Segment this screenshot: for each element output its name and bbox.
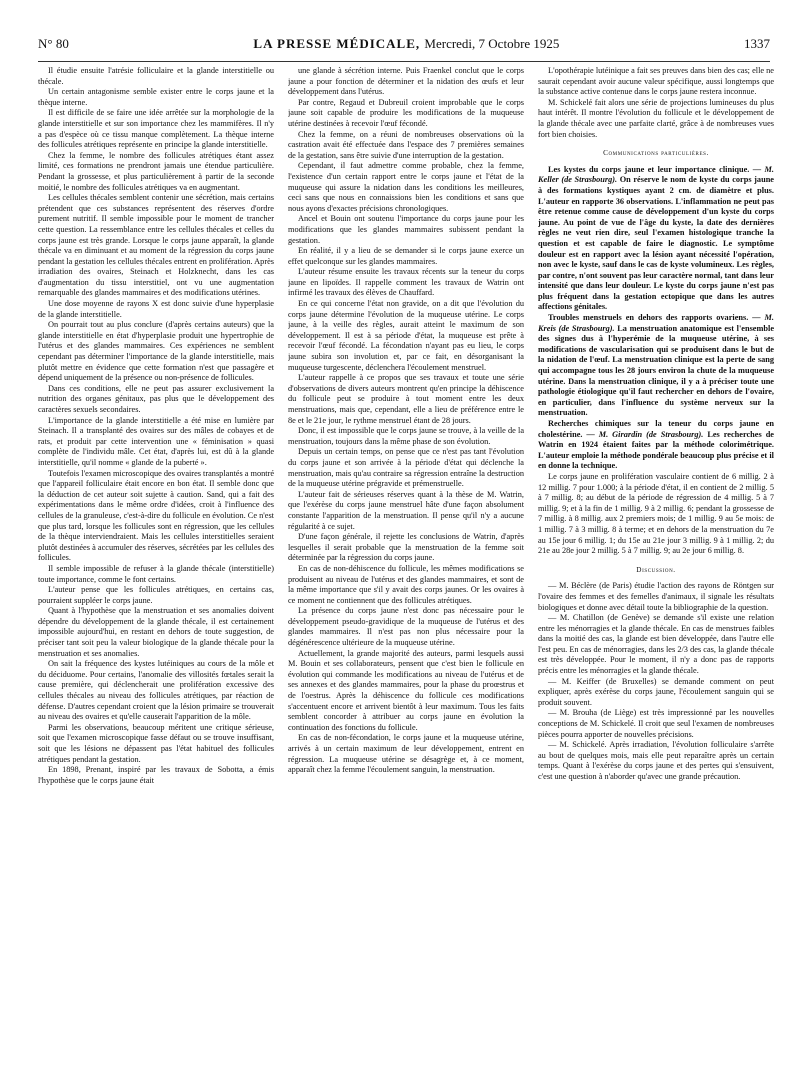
article-girardin-results: Le corps jaune en prolifération vasculaire contient de 6 millig. 2 à 12 millig. 7 pour 1.000; à la période d'état, il en contient de 2 millig. 5 à 7 millig. 8; au début de la période de régression de 4 millig. 5 à 7 millig. 9; et à la fin de 1 millig. 9 à 2 millig. 6; pendant la grossesse de 7 millig. à 8 millig. aux 2 premiers mois; de 1 millig. 9 au 5e mois: de 1 millig. 7 à 3 millig. 8 à terme; et en dehors de la menstruation du 7e au 15e jour 6 millig. 1; du 15e au 21e jour 3 millig. 9 à 1 millig. 2; du 21e au 28e jour 2 millig. 5 à 7 millig. 9; au 2e jour 6 millig. 8. [538,471,774,556]
article-keller [538,165,774,313]
paragraph: La présence du corps jaune n'est donc pas nécessaire pour le développement pseudo-gravidique de la muqueuse de l'utérus et des glandes mammaires. Il n'est pas non plus nécessaire pour la dégénérescence ultérieure de la muqueuse utérine. [288,606,524,648]
article-body: Les recherches de Watrin en 1924 étaient faites par la méthode colorimétrique. L'auteur emploie la méthode pondérale beaucoup plus précise et il en donne la technique. [538,429,774,471]
journal-title [253,36,559,52]
article-author: — M. Kreis (de Strasbourg). [538,313,774,333]
paragraph: En cas de non-déhiscence du follicule, les mêmes modifications se produisent au niveau de l'utérus et des glandes mammaires, et sont de la même importance que s'il y avait des corps jaunes. Or les ovaires à ce moment ne contiennent que des follicules atrétiques. [288,563,524,605]
paragraph: M. Schickelé fait alors une série de projections lumineuses du plus haut intérêt. Il montre l'évolution du follicule et le développement de la glande thécale avec une parfaite clarté, grâce à de nombreuses vues fort bien choisies. [538,97,774,139]
page-header [38,36,770,62]
issue-number: N° 80 [38,36,69,51]
paragraph: Actuellement, la grande majorité des auteurs, parmi lesquels aussi M. Bouin et ses collaborateurs, pensent que c'est bien le follicule en évolution qui commande les modifications au niveau de l'utérus et de ses annexes et des glandes mammaires, pour la phase du proœstrus et de l'oestrus. Après la déhiscence du follicule ces modifications s'accentuent encore et arrivent bientôt à leur maximum. Tous les faits semblent concorder à attribuer au corps jaune en évolution la continuation des fonctions du follicule. [288,648,524,732]
paragraph: L'auteur rappelle à ce propos que ses travaux et toute une série d'observations de divers auteurs montrent qu'en principe la déhiscence du follicule peut se produire à tout moment entre les deux menstruations, mais que, cependant, elle a lieu de préférence entre le 8e et le 21e jour, le rythme menstruel étant de 28 jours. [288,373,524,425]
column-1 [38,66,274,1072]
paragraph: En réalité, il y a lieu de se demander si le corps jaune exerce un effet quelconque sur les glandes mammaires. [288,246,524,266]
section-title-communications: Communications particulières. [603,149,709,158]
paragraph: Toutefois l'examen microscopique des ovaires transplantés a montré que l'appareil folliculaire était encore en bon état. Il semble donc que la déduction de cet auteur soit sujette à caution. Sand, qui a fait des expérimentations dans le même ordre d'idées, croit à l'influence des cellules de la granuleuse, c'est-à-dire du follicule en évolution. Ce n'est que plus tard, lorsque les follicules sont en régression, que les cellules de la thèque interviendraient. Mais les cellules interstitielles seraient plutôt destinées à accumuler des réserves, sécrétées par les cellules des follicules. [38,468,274,563]
paragraph: — M. Schickelé. Après irradiation, l'évolution folliculaire s'arrête au bout de quelques mois, mais elle peut reparaître après un certain temps. Quant à l'exérèse du corps jaune et des pertes qui s'ensuivent, c'est une question à n'aborder qu'avec une grande précaution. [538,740,774,781]
column-3-intro [538,66,774,140]
page-number: 1337 [744,36,770,51]
article-columns [38,66,774,1072]
column-2 [288,66,524,1072]
article-girardin [538,419,774,472]
paragraph: Chez la femme, le nombre des follicules atrétiques étant assez limité, ces formations ne prendront jamais une étendue particulière. Pendant la grossesse, et plus particulièrement à partir de la seconde moitié, le nombre des follicules atrétiques va en augmentant. [38,150,274,192]
paragraph: Il est difficile de se faire une idée arrêtée sur la morphologie de la glande interstitielle et sur son importance chez les mammifères. Il n'y a pas d'espèce où ce tissu manque complètement. La thèque interne des follicules atrétiques représente en principe la glande interstitielle. [38,108,274,150]
paragraph: L'importance de la glande interstitielle a été mise en lumière par Steinach. Il a transplanté des ovaires sur des mâles de cobayes et de rats, et produit par cette intervention une « féminisation » quasi complète de l'individu mâle. Cet état, d'après lui, est dû à la glande interstitielle, qu'il nomme « glande de la puberté ». [38,415,274,467]
article-kreis [538,313,774,419]
paragraph: Une dose moyenne de rayons X est donc suivie d'une hyperplasie de la glande interstitielle. [38,299,274,319]
paragraph: L'auteur fait de sérieuses réserves quant à la thèse de M. Watrin, que l'exérèse du corps jaune menstruel hâte d'une façon absolument constante l'apparition de la menstruation. Il pense qu'il n'y a aucune régularité à ce sujet. [288,489,524,531]
paragraph: — M. Keiffer (de Bruxelles) se demande comment on peut expliquer, après exérèse du corps jaune, l'écoulement sanguin qui se produit souvent. [538,676,774,707]
paragraph: En 1898, Prenant, inspiré par les travaux de Sobotta, a émis l'hypothèse que le corps jaune était [38,765,274,785]
paragraph: Dans ces conditions, elle ne peut pas assurer exclusivement la nutrition des organes génitaux, pas plus que le développement des caractères sexuels secondaires. [38,383,274,414]
paragraph: L'opothérapie lutéinique a fait ses preuves dans bien des cas; elle ne saurait cependant avoir aucune valeur spécifique, aussi longtemps que la substance active contenue dans le corps jaune restera inconnue. [538,66,774,97]
article-body: On réserve le nom de kyste du corps jaune à des formations kystiques ayant 2 cm. de diamètre et plus. L'auteur en rapporte 36 observations. L'inflammation ne peut pas être retenue comme cause de développement d'un kyste du corps jaune. Au point de vue de l'âge du kyste, la date des dernières règles ne veut rien dire, seul l'examen histologique tranche la question et est capable de faire le diagnostic. Le symptôme douleur est en rapport avec la lésion ayant nécessité l'opération, non avec le kyste, sauf dans le cas de kyste volumineux. Les règles, par contre, n'ont souvent pas leur caractère normal, tant dans leur intensité que dans leur douleur. Le kyste du corps jaune n'est pas plus fréquent dans la gestation ectopique que dans les autres affections génitales. [538,175,774,312]
paragraph: L'auteur résume ensuite les travaux récents sur la teneur du corps jaune en lipoïdes. Il rappelle comment les travaux de Watrin ont infirmé les travaux des élèves de Chauffard. [288,267,524,298]
article-body: La menstruation anatomique est l'ensemble des signes dus à l'hyperémie de la muqueuse utérine, à ses modifications de vascularisation qui se produisent dans le but de la nidation de l'œuf. La menstruation clinique est la perte de sang qui accompagne tous les 28 jours environ la chute de la muqueuse utérine. Dans la menstruation clinique, il y a à préciser toute une pathologie étiologique qu'il faut rechercher en dehors de l'ovaire, en particulier, dans l'influence du système nerveux sur la menstruation. [538,323,774,418]
paragraph: une glande à sécrétion interne. Puis Fraenkel conclut que le corps jaune a pour fonction de déterminer et la nidation des œufs et leur développement dans l'utérus. [288,66,524,97]
paragraph: Cependant, il faut admettre comme probable, chez la femme, l'existence d'un certain rapport entre le corps jaune et l'état de la muqueuse qui assure la nidation dans les conditions les meilleures, ceci sans que nous en connaissions bien les conditions et sans que nous ayons d'exactes précisions chronologiques. [288,161,524,213]
column-3 [538,66,774,1072]
paragraph: En ce qui concerne l'état non gravide, on a dit que l'évolution du corps jaune détermine l'évolution de la muqueuse utérine. Le corps jaune, à la veille des règles, aurait atteint le maximum de son développement. Il est à sa période d'état, la muqueuse est prête à recevoir l'œuf fécondé. La fécondation n'ayant pas eu lieu, le corps jaune subira son involution et, par ce fait, en désorganisant la muqueuse turgescente, déclenchera l'écoulement menstruel. [288,299,524,372]
section-title-discussion: Discussion. [636,565,676,574]
paragraph: Par contre, Regaud et Dubreuil croient improbable que le corps jaune soit capable de produire les modifications de la muqueuse utérine destinées à recevoir l'œuf fécondé. [288,97,524,128]
paragraph: Quant à l'hypothèse que la menstruation et ses anomalies doivent dépendre du développement de la glande thécale, il est certainement impossible aujourd'hui, en restant en dehors de toute suggestion, de préciser tant soit peu la valeur biologique de la glande thécale pour la menstruation et ses anomalies. [38,606,274,658]
paragraph: — M. Chatillon (de Genève) se demande s'il existe une relation entre les ménorragies et la glande thécale. En cas de menstrues faibles dans la moitié des cas, la glande est bien développée, dans l'autre elle l'est peu. En cas de ménorragies, dans les 2/3 des cas, la glande thécale est très développée. Pour le moment, il n'y a donc pas de rapports précis entre les ménorragies et la glande thécale. [538,613,774,676]
paragraph: Ancel et Bouin ont soutenu l'importance du corps jaune pour les modifications que les glandes mammaires subissent pendant la gestation. [288,214,524,245]
article-author: — M. Girardin (de Strasbourg). [586,429,704,439]
article-title: Troubles menstruels en dehors des rapports ovariens. [548,313,749,323]
article-author: — M. Keller (de Strasbourg). [538,164,774,185]
article-title: Recherches chimiques sur la teneur du corps jaune en cholestérine. [538,419,774,439]
paragraph: En cas de non-fécondation, le corps jaune et la muqueuse utérine, arrivés à un certain maximum de leur développement, entrent en régression. La muqueuse utérine se désagrège et, à ce moment, apparaît chez la femme l'écoulement sanguin, la menstruation. [288,733,524,775]
paragraph: Parmi les observations, beaucoup méritent une critique sérieuse, soit que l'examen microscopique fasse défaut ou se trouve insuffisant, soit que les lésions ne dépassent pas l'état habituel des follicules atrétiques pendant la gestation. [38,722,274,764]
paragraph: On pourrait tout au plus conclure (d'après certains auteurs) que la glande interstitielle en état d'hyperplasie produit une hypertrophie de l'utérus et des glandes mammaires. Ces expériences ne semblent cependant pas déterminer l'importance de la glande interstitielle, mais plutôt mettre en évidence que cette formation n'est que passagère et dépend uniquement de la présence ou non-présence de follicules. [38,320,274,383]
journal-name: LA PRESSE MÉDICALE, [253,36,421,51]
paragraph: Donc, il est impossible que le corps jaune se trouve, à la veille de la menstruation, toujours dans la même phase de son évolution. [288,426,524,446]
paragraph: Les cellules thécales semblent contenir une sécrétion, mais certains prétendent que ces substances représentent des réserves d'ordre purement nutritif. Il semble impossible pour le moment de trancher cette question. La ressemblance entre les cellules thécales et celles du corps jaune est très grande. Lorsque le corps jaune apparaît, la glande thécale va en diminuant et au moment de la régression du corps jaune pendant la gestation les cellules thécales entrent en prolifération. Après irradiation des ovaires, Steinach et Holzknecht, dans les cas d'augmentation du tissu interstitiel, ont vu une augmentation remarquable des glandes mammaires et des modifications utérines. [38,193,274,298]
article-title: Les kystes du corps jaune et leur importance clinique. [548,164,750,174]
paragraph: Depuis un certain temps, on pense que ce n'est pas tant l'évolution du corps jaune et son arrivée à la période d'état qui déclenche la menstruation, mais qu'au contraire sa régression entraîne la destruction de la muqueuse utérine prégravide et prémenstruelle. [288,447,524,489]
paragraph: — M. Béclère (de Paris) étudie l'action des rayons de Röntgen sur l'ovaire des femmes et des femelles d'animaux, il signale les résultats biologiques et donne avec détail toute la bibliographie de la question. [538,581,774,612]
issue-date: Mercredi, 7 Octobre 1925 [424,36,560,51]
paragraph: Un certain antagonisme semble exister entre le corps jaune et la thèque interne. [38,87,274,107]
paragraph: Chez la femme, on a réuni de nombreuses observations où la castration avait été effectuée dans l'espace des 7 premières semaines de la gestation, sans être suivie d'une interruption de la gestation. [288,129,524,160]
paragraph: — M. Brouha (de Liège) est très impressionné par les nouvelles conceptions de M. Schickelé. Il croit que seul l'examen de nombreuses pièces pourra apporter de nouvelles précisions. [538,708,774,739]
paragraph: Il semble impossible de refuser à la glande thécale (interstitielle) toute importance, comme le font certains. [38,563,274,584]
paragraph: On sait la fréquence des kystes lutéiniques au cours de la môle et du déciduome. Pour certains, l'anomalie des villosités fœtales serait la cause première, qui déclencherait une prolifération excessive des cellules thécales au niveau des follicules atrétiques, par réaction de défense. D'autres cependant croient que la lésion primaire se trouverait au niveau des ovaires et qu'elle causerait l'apparition de la môle. [38,659,274,722]
paragraph: L'auteur pense que les follicules atrétiques, en certains cas, pourraient suppléer le corps jaune. [38,585,274,605]
discussion-list [538,581,774,782]
paragraph: Il étudie ensuite l'atrésie folliculaire et la glande interstitielle ou thécale. [38,66,274,86]
paragraph: D'une façon générale, il rejette les conclusions de Watrin, d'après lesquelles il serait probable que la menstruation de la femme soit déterminée par la régression du corps jaune. [288,532,524,563]
